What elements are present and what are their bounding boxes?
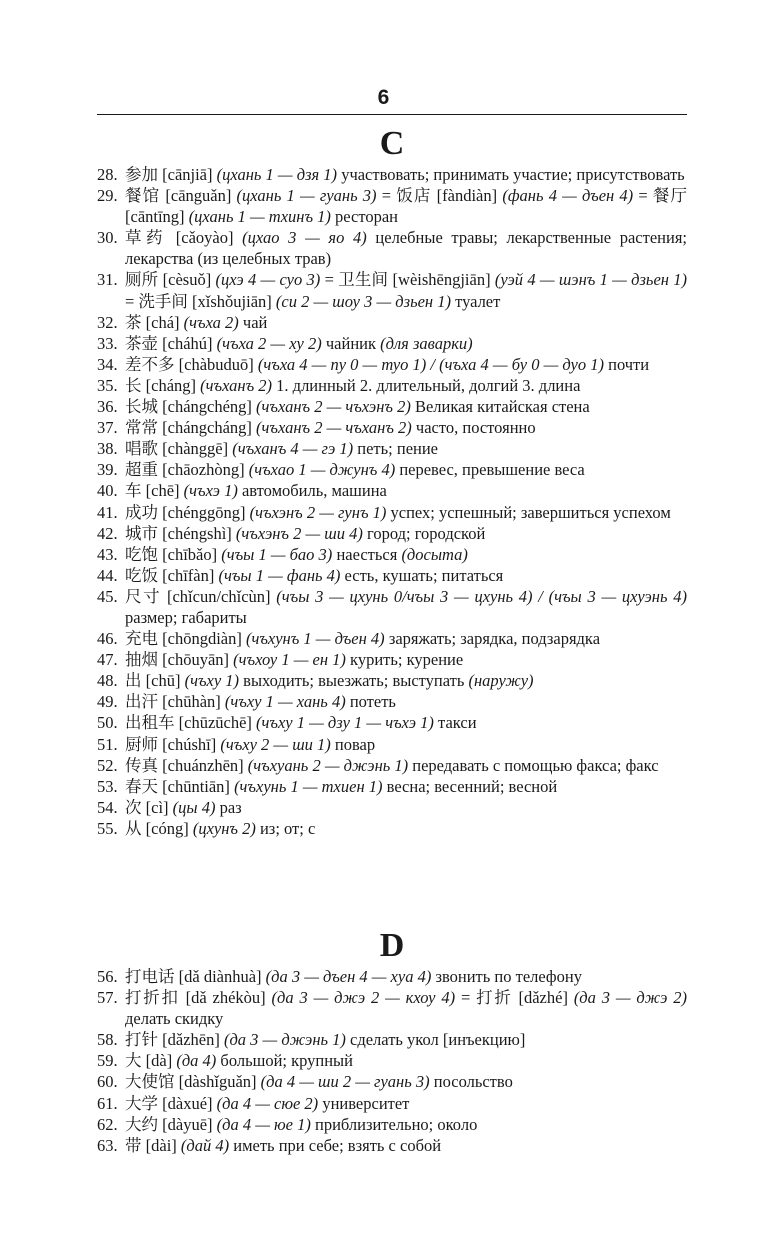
entry-number: 58. xyxy=(97,1030,118,1050)
entry-text: 次 [cì] xyxy=(125,797,173,817)
entry-transcription: (чъханъ 2) xyxy=(200,375,273,395)
dictionary-entry xyxy=(97,1093,687,1114)
entry-text: 差不多 [chàbuduō] xyxy=(125,354,258,374)
entry-text: успех; успешный; завершиться успехом xyxy=(386,502,671,522)
dictionary-entry xyxy=(97,670,687,691)
entry-text: 带 [dài] xyxy=(125,1135,181,1155)
dictionary-entry xyxy=(97,1114,687,1135)
dictionary-entry xyxy=(97,776,687,797)
entry-number: 36. xyxy=(97,397,118,417)
section-c xyxy=(97,124,687,839)
entry-number: 35. xyxy=(97,375,118,395)
entry-text: 大 [dà] xyxy=(125,1051,177,1071)
entry-text: петь; пение xyxy=(353,439,439,459)
entry-text: 出租车 [chūzūchē] xyxy=(125,713,257,733)
entry-transcription: (чъху 1 — дзу 1 — чъхэ 1) xyxy=(256,713,434,733)
entry-transcription: (чъхэнъ 2 — ши 4) xyxy=(235,523,363,543)
dictionary-entry xyxy=(97,269,687,311)
entry-text: посольство xyxy=(429,1072,513,1092)
dictionary-entry xyxy=(97,480,687,501)
entry-transcription: (чъхэнъ 2 — гунъ 1) xyxy=(249,502,387,522)
dictionary-entry xyxy=(97,755,687,776)
section-letter: D xyxy=(379,927,405,964)
entry-text: перевес, превышение веса xyxy=(395,460,585,480)
dictionary-entry xyxy=(97,649,687,670)
entry-text: 大约 [dàyuē] xyxy=(125,1114,217,1134)
entry-text: 抽烟 [chōuyān] xyxy=(125,650,234,670)
entry-transcription: (цхэ 4 — суо 3) xyxy=(215,270,321,290)
entry-text: 出汗 [chūhàn] xyxy=(125,692,225,712)
entry-number: 55. xyxy=(97,818,118,838)
entry-transcription: (чъханъ 4 — гэ 1) xyxy=(232,439,354,459)
entry-text: такси xyxy=(433,713,477,733)
dictionary-entry xyxy=(97,691,687,712)
entry-number: 53. xyxy=(97,776,118,796)
entry-text: иметь при себе; взять с собой xyxy=(229,1135,442,1155)
entry-text: 长 [cháng] xyxy=(125,375,201,395)
entry-number: 37. xyxy=(97,418,118,438)
entry-transcription: (досыта) xyxy=(401,544,468,564)
entry-transcription: (цхао 3 — яо 4) xyxy=(242,228,367,248)
entry-text: 1. длинный 2. длительный, долгий 3. длина xyxy=(272,375,581,395)
entry-text: 打针 [dǎzhēn] xyxy=(125,1030,224,1050)
entry-text: 餐馆 [cānguǎn] xyxy=(125,186,237,206)
entry-number: 46. xyxy=(97,629,118,649)
entry-transcription: (цы 4) xyxy=(172,797,216,817)
dictionary-entry xyxy=(97,459,687,480)
entry-number: 59. xyxy=(97,1051,118,1071)
entry-transcription: (уэй 4 — шэнъ 1 — дзьен 1) xyxy=(494,270,687,290)
entry-text: 茶 [chá] xyxy=(125,312,184,332)
entry-transcription: (чъхунь 1 — тхиен 1) xyxy=(234,776,383,796)
entry-text: повар xyxy=(330,734,376,754)
dictionary-entry xyxy=(97,544,687,565)
entry-text: 超重 [chāozhòng] xyxy=(125,460,249,480)
entry-text: = 卫生间 [wèishēngjiān] xyxy=(320,270,495,290)
entry-transcription: (чъхоу 1 — ен 1) xyxy=(233,650,346,670)
entry-number: 29. xyxy=(97,186,118,206)
entry-number: 57. xyxy=(97,988,118,1008)
entry-number: 32. xyxy=(97,312,118,332)
header-rule xyxy=(97,114,687,115)
entry-text: 尺寸 [chǐcun/chǐcùn] xyxy=(125,586,277,606)
dictionary-entry xyxy=(97,1050,687,1071)
entry-transcription: (да 3 — джэ 2) xyxy=(573,988,687,1008)
dictionary-entry xyxy=(97,438,687,459)
entry-transcription: (цхунъ 2) xyxy=(192,818,256,838)
entry-text: Великая китайская стена xyxy=(410,397,590,417)
entry-number: 62. xyxy=(97,1114,118,1134)
entry-text: 唱歌 [chànggē] xyxy=(125,439,233,459)
entry-transcription: (чъханъ 2 — чъхэнъ 2) xyxy=(256,397,411,417)
entry-number: 33. xyxy=(97,333,118,353)
dictionary-entry xyxy=(97,354,687,375)
entry-text: есть, кушать; питаться xyxy=(340,565,504,585)
entry-text: = 饭店 [fàndiàn] xyxy=(376,186,503,206)
dictionary-entry xyxy=(97,523,687,544)
dictionary-entry xyxy=(97,628,687,649)
entry-text: чайник xyxy=(321,333,381,353)
entry-number: 51. xyxy=(97,734,118,754)
dictionary-entry xyxy=(97,734,687,755)
entry-transcription: (чъху 1 — хань 4) xyxy=(224,692,346,712)
entry-transcription: (дай 4) xyxy=(180,1135,230,1155)
entry-text: = 餐厅 [cāntīng] xyxy=(125,186,687,227)
entry-number: 49. xyxy=(97,692,118,712)
entry-number: 48. xyxy=(97,671,118,691)
entry-text: 从 [cóng] xyxy=(125,818,193,838)
entry-number: 34. xyxy=(97,354,118,374)
entry-text: наесться xyxy=(332,544,402,564)
entry-transcription: (фань 4 — дъен 4) xyxy=(502,186,634,206)
dictionary-entry xyxy=(97,586,687,628)
entry-transcription: (для заварки) xyxy=(380,333,473,353)
section-letter: C xyxy=(379,125,405,162)
entry-text: делать скидку xyxy=(125,1009,224,1029)
dictionary-entry xyxy=(97,333,687,354)
dictionary-entry xyxy=(97,502,687,523)
entry-transcription: (чъы 1 — бао 3) xyxy=(221,544,333,564)
entry-text: участвовать; принимать участие; присутствовать xyxy=(337,165,685,184)
entry-transcription: (цхань 1 — дзя 1) xyxy=(216,165,338,184)
entry-text: потеть xyxy=(345,692,396,712)
entry-text: почти xyxy=(603,354,650,374)
entry-list xyxy=(97,966,687,1156)
entry-text: 车 [chē] xyxy=(125,481,184,501)
entry-text: выходить; выезжать; выступать xyxy=(239,671,469,691)
entry-text: раз xyxy=(215,797,242,817)
entry-number: 42. xyxy=(97,523,118,543)
entry-number: 44. xyxy=(97,565,118,585)
entry-text: 打电话 [dǎ diànhuà] xyxy=(125,967,266,986)
dictionary-entry xyxy=(97,185,687,227)
entry-text: размер; габариты xyxy=(125,607,247,627)
entry-transcription: (чъха 2) xyxy=(183,312,239,332)
entry-transcription: (чъха 2 — ху 2) xyxy=(216,333,322,353)
entry-transcription: (наружу) xyxy=(468,671,534,691)
entry-number: 40. xyxy=(97,481,118,501)
dictionary-entry xyxy=(97,227,687,269)
entry-text: большой; крупный xyxy=(216,1051,353,1071)
entry-transcription: (чъхуань 2 — джэнь 1) xyxy=(247,755,409,775)
entry-number: 52. xyxy=(97,755,118,775)
entry-transcription: (чъхэ 1) xyxy=(183,481,238,501)
entry-text: звонить по телефону xyxy=(431,967,582,986)
entry-transcription: (чъху 2 — ши 1) xyxy=(220,734,331,754)
entry-number: 43. xyxy=(97,544,118,564)
entry-number: 28. xyxy=(97,165,118,184)
dictionary-entry xyxy=(97,312,687,333)
entry-text: = 洗手间 [xǐshǒujiān] xyxy=(125,291,276,311)
page-number: 6 xyxy=(377,86,390,109)
entry-number: 45. xyxy=(97,586,118,606)
entry-text: автомобиль, машина xyxy=(237,481,387,501)
entry-text: заряжать; зарядка, подзарядка xyxy=(384,629,601,649)
entry-transcription: (чъхунъ 1 — дъен 4) xyxy=(245,629,385,649)
entry-text: курить; курение xyxy=(345,650,464,670)
entry-text: весна; весенний; весной xyxy=(382,776,558,796)
entry-text: сделать укол [инъекцию] xyxy=(345,1030,526,1050)
entry-number: 39. xyxy=(97,460,118,480)
entry-text: город; городской xyxy=(362,523,486,543)
entry-number: 38. xyxy=(97,439,118,459)
entry-transcription: (да 3 — дъен 4 — хуа 4) xyxy=(265,967,432,986)
entry-transcription: (да 3 — джэ 2 — кхоу 4) xyxy=(271,988,456,1008)
entry-number: 30. xyxy=(97,228,118,248)
entry-text: 草药 [cǎoyào] xyxy=(125,228,243,248)
entry-transcription: (чъху 1) xyxy=(184,671,240,691)
entry-transcription: (да 4) xyxy=(176,1051,217,1071)
dictionary-entry xyxy=(97,396,687,417)
entry-transcription: (да 3 — джэнь 1) xyxy=(223,1030,346,1050)
entry-transcription: (чъы 3 — цхунь 0/чъы 3 — цхунь 4) / (чъы 3 — цхуэнь 4) xyxy=(276,586,687,606)
dictionary-entry xyxy=(97,712,687,733)
dictionary-entry xyxy=(97,1029,687,1050)
entry-text: 常常 [chángcháng] xyxy=(125,418,257,438)
entry-text: приблизительно; около xyxy=(310,1114,478,1134)
entry-text: университет xyxy=(318,1093,410,1113)
entry-number: 47. xyxy=(97,650,118,670)
entry-text: = 打折 [dǎzhé] xyxy=(455,988,574,1008)
entry-number: 56. xyxy=(97,967,118,986)
entry-text: 厕所 [cèsuǒ] xyxy=(125,270,216,290)
dictionary-entry xyxy=(97,966,687,987)
entry-text: ресторан xyxy=(330,207,398,227)
dictionary-entry xyxy=(97,375,687,396)
entry-text: целебные травы; лекарственные растения; лекарства (из целебных трав) xyxy=(125,228,687,269)
entry-number: 54. xyxy=(97,797,118,817)
entry-text: 厨师 [chúshī] xyxy=(125,734,221,754)
entry-number: 61. xyxy=(97,1093,118,1113)
entry-text: 成功 [chénggōng] xyxy=(125,502,250,522)
entry-text: 出 [chū] xyxy=(125,671,185,691)
entry-text: 茶壶 [cháhú] xyxy=(125,333,217,353)
entry-text: 大学 [dàxué] xyxy=(125,1093,217,1113)
dictionary-entry xyxy=(97,797,687,818)
entry-text: 长城 [chángchéng] xyxy=(125,397,257,417)
dictionary-entry xyxy=(97,417,687,438)
entry-text: 城市 [chéngshì] xyxy=(125,523,236,543)
entry-text: 参加 [cānjiā] xyxy=(125,165,217,184)
dictionary-entry xyxy=(97,1071,687,1092)
entry-text: передавать с помощью факса; факс xyxy=(408,755,659,775)
section-d xyxy=(97,926,687,1156)
entry-text: часто, постоянно xyxy=(411,418,536,438)
entry-text: туалет xyxy=(450,291,501,311)
entry-number: 50. xyxy=(97,713,118,733)
entry-number: 41. xyxy=(97,502,118,522)
entry-text: 传真 [chuánzhēn] xyxy=(125,755,248,775)
entry-transcription: (си 2 — шоу 3 — дзьен 1) xyxy=(275,291,451,311)
entry-number: 31. xyxy=(97,270,118,290)
dictionary-entry xyxy=(97,1135,687,1156)
entry-transcription: (да 4 — юе 1) xyxy=(216,1114,311,1134)
entry-list xyxy=(97,164,687,839)
entry-text: 春天 [chūntiān] xyxy=(125,776,235,796)
entry-text: чай xyxy=(238,312,268,332)
entry-transcription: (чъы 1 — фань 4) xyxy=(218,565,341,585)
entry-text: 大使馆 [dàshǐguǎn] xyxy=(125,1072,261,1092)
entry-transcription: (да 4 — ши 2 — гуань 3) xyxy=(260,1072,430,1092)
entry-transcription: (цхань 1 — тхинъ 1) xyxy=(188,207,331,227)
entry-transcription: (цхань 1 — гуань 3) xyxy=(236,186,377,206)
dictionary-entry xyxy=(97,565,687,586)
entry-text: 打折扣 [dǎ zhékòu] xyxy=(125,988,272,1008)
entry-number: 63. xyxy=(97,1135,118,1155)
entry-text: 吃饭 [chīfàn] xyxy=(125,565,219,585)
entry-text: 吃饱 [chībǎo] xyxy=(125,544,222,564)
dictionary-entry xyxy=(97,987,687,1029)
entry-transcription: (да 4 — сюе 2) xyxy=(216,1093,319,1113)
dictionary-entry xyxy=(97,818,687,839)
entry-transcription: (чъха 4 — пу 0 — туо 1) / (чъха 4 — бу 0 — дуо 1) xyxy=(257,354,604,374)
entry-text: из; от; с xyxy=(255,818,316,838)
entry-transcription: (чъханъ 2 — чъханъ 2) xyxy=(256,418,412,438)
dictionary-entry xyxy=(97,164,687,185)
entry-number: 60. xyxy=(97,1072,118,1092)
entry-text: 充电 [chōngdiàn] xyxy=(125,629,246,649)
entry-transcription: (чъхао 1 — джунъ 4) xyxy=(248,460,396,480)
